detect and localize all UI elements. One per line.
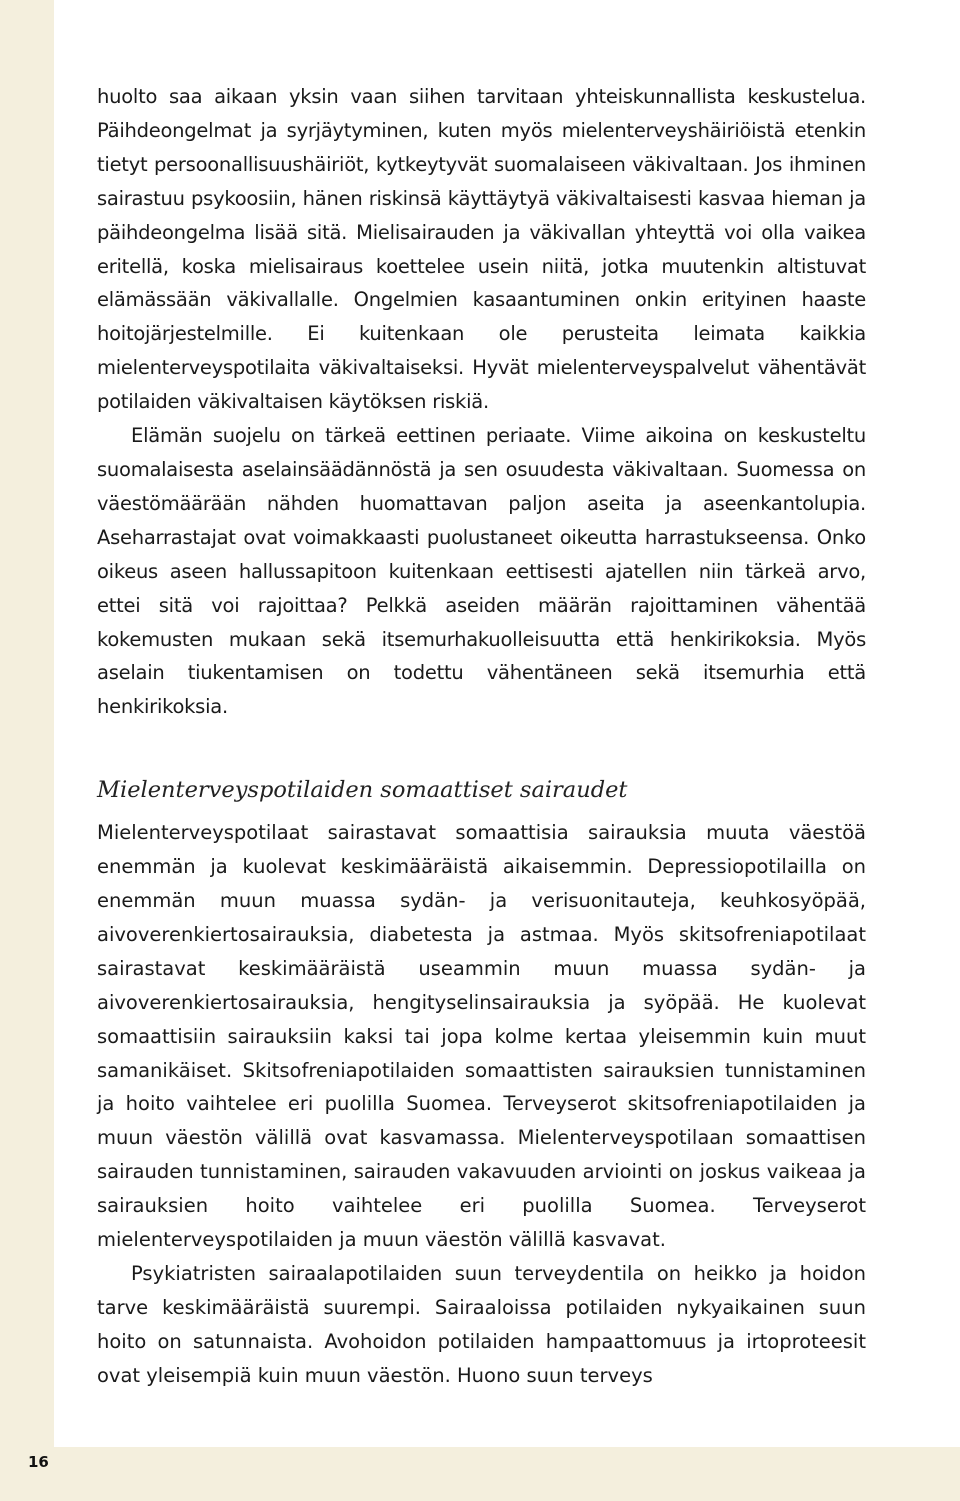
body-paragraph: Mielenterveyspotilaat sairastavat somaattisia sairauksia muuta väestöä enemmän ja kuolevat keskimääräistä aikaisemmin. Depressiopotilailla on enemmän muun muassa sydän- ja verisuonitauteja, keuhkosyöpää, aivoverenkiertosairauksia, diabetesta ja astmaa. Myös skitsofreniapotilaat sairastavat keskimääräistä useammin muun muassa sydän- ja aivoverenkiertosairauksia, hengityselinsairauksia ja syöpää. He kuolevat somaattisiin sairauksiin kaksi tai jopa kolme kertaa yleisemmin kuin muut samanikäiset. Skitsofreniapotilaiden somaattisten sairauksien tunnistaminen ja hoito vaihtelee eri puolilla Suomea. Terveyserot skitsofreniapotilaiden ja muun väestön välillä ovat kasvamassa. Mielenterveyspotilaan somaattisen sairauden tunnistaminen, sairauden vakavuuden arviointi on joskus vaikeaa ja sairauksien hoito vaihtelee eri puolilla Suomea. Terveyserot mielenterveyspotilaiden ja muun väestön välillä kasvavat.	[97, 821, 866, 1252]
body-paragraph: huolto saa aikaan yksin vaan siihen tarvitaan yhteiskunnallista keskustelua. Päihdeongelmat ja syrjäytyminen, kuten myös mielenterveyshäiriöistä etenkin tietyt persoonallisuushäiriöt, kytkeytyvät suomalaiseen väkivaltaan. Jos ihminen sairastuu psykoosiin, hänen riskinsä käyttäytyä väkivaltaisesti kasvaa hieman ja päihdeongelma lisää sitä. Mielisairauden ja väkivallan yhteyttä voi olla vaikea eritellä, koska mielisairaus koettelee usein niitä, jotka muutenkin altistuvat elämässään väkivallalle. Ongelmien kasaantuminen onkin erityinen haaste hoitojärjestelmille. Ei kuitenkaan ole perusteita leimata kaikkia mielenterveyspotilaita väkivaltaiseksi. Hyvät mielenterveyspalvelut vähentävät potilaiden väkivaltaisen käytöksen riskiä.	[97, 85, 866, 414]
page-content	[97, 80, 866, 1393]
page-number: 16	[28, 1453, 49, 1471]
body-paragraph: Elämän suojelu on tärkeä eettinen periaate. Viime aikoina on keskusteltu suomalaisesta aselainsäädännöstä ja sen osuudesta väkivaltaan. Suomessa on väestömäärään nähden huomattavan paljon aseita ja aseenkantolupia. Aseharrastajat ovat voimakkaasti puolustaneet oikeutta harrastukseensa. Onko oikeus aseen hallussapitoon kuitenkaan eettisesti ajatellen niin tärkeä arvo, ettei sitä voi rajoittaa? Pelkkä aseiden määrän rajoittaminen vähentää kokemusten mukaan sekä itsemurhakuolleisuutta että henkirikoksia. Myös aselain tiukentamisen on todettu vähentäneen sekä itsemurhia että henkirikoksia.	[97, 424, 866, 719]
section-heading: Mielenterveyspotilaiden somaattiset sairaudet	[97, 777, 628, 804]
body-paragraph: Psykiatristen sairaalapotilaiden suun terveydentila on heikko ja hoidon tarve keskimääräistä suurempi. Sairaaloissa potilaiden nykyaikainen suun hoito on satunnaista. Avohoidon potilaiden hampaattomuus ja irtoproteesit ovat yleisempiä kuin muun väestön. Huono suun terveys	[97, 1262, 866, 1387]
